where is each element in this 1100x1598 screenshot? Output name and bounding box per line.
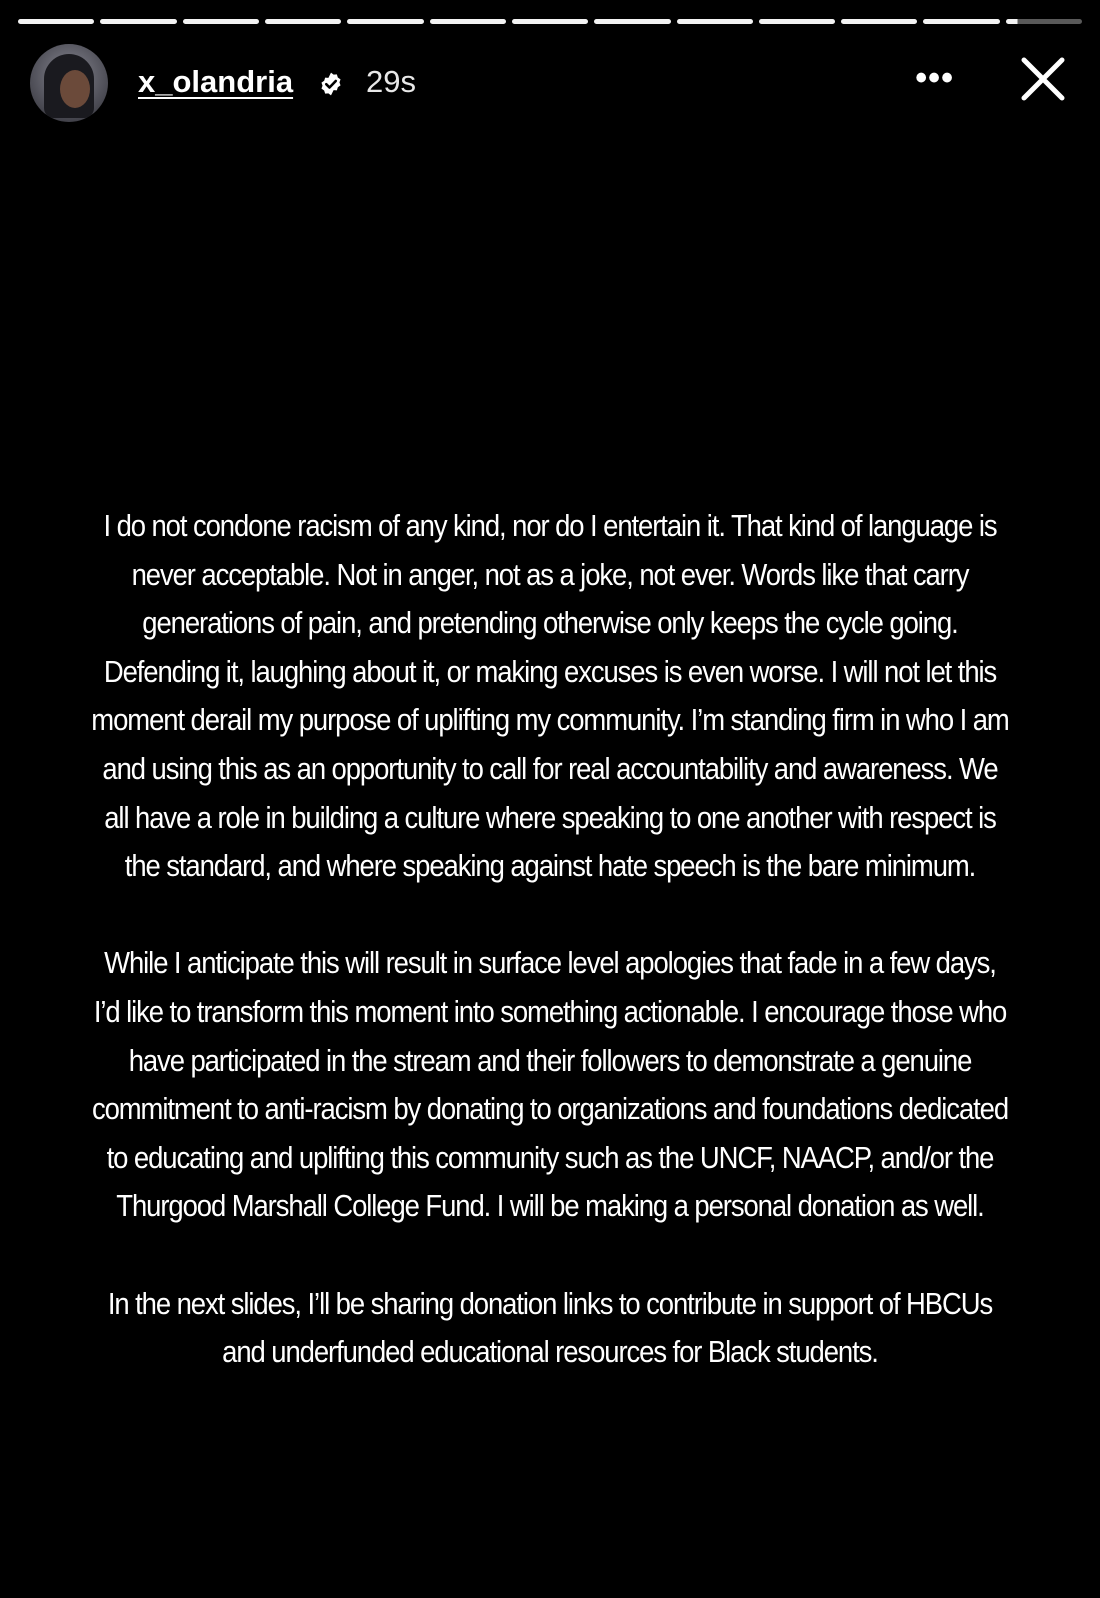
progress-segment [183,19,259,24]
avatar-face [60,70,90,108]
progress-segment [100,19,176,24]
avatar[interactable] [30,44,108,122]
story-header [30,42,1070,122]
story-progress-bar [18,19,1082,24]
progress-segment [18,19,94,24]
progress-segment [841,19,917,24]
progress-segment [512,19,588,24]
progress-segment [265,19,341,24]
story-text [91,502,1009,1425]
progress-segment [677,19,753,24]
paragraph-2: While I anticipate this will result in surface level apologies that fade in a few days, I’d like to transform this moment into something actionable. I encourage those who have participated in the stream and their followers to demonstrate a genuine commitment to anti-racism by donating to organizations and foundations dedicated to educating and uplifting this community such as the UNCF, NAACP, and/or the Thurgood Marshall College Fund. I will be making a personal donation as well. [91,946,1009,1224]
progress-segment [1006,19,1082,24]
verified-badge-icon [318,71,344,97]
more-options-button[interactable]: ••• [915,59,954,97]
post-time: 29s [366,64,416,99]
progress-segment [923,19,999,24]
paragraph-1: I do not condone racism of any kind, nor do I entertain it. That kind of language is never acceptable. Not in anger, not as a joke, not ever. Words like that carry generations of pain, and pretending otherwise only keeps the cycle going. Defending it, laughing about it, or making excuses is even worse. I will not let this moment derail my purpose of uplifting my community. I’m standing firm in who I am and using this as an opportunity to call for real accountability and awareness. We all have a role in building a culture where speaking to one another with respect is the standard, and where speaking against hate speech is the bare minimum. [91,509,1009,884]
username-link[interactable]: x_olandria [138,64,294,99]
paragraph-3: In the next slides, I’ll be sharing donation links to contribute in support of HBCUs and underfunded educational resources for Black students. [107,1286,993,1370]
progress-segment [759,19,835,24]
close-icon[interactable] [1016,52,1070,106]
progress-segment [594,19,670,24]
progress-segment [347,19,423,24]
progress-segment [430,19,506,24]
